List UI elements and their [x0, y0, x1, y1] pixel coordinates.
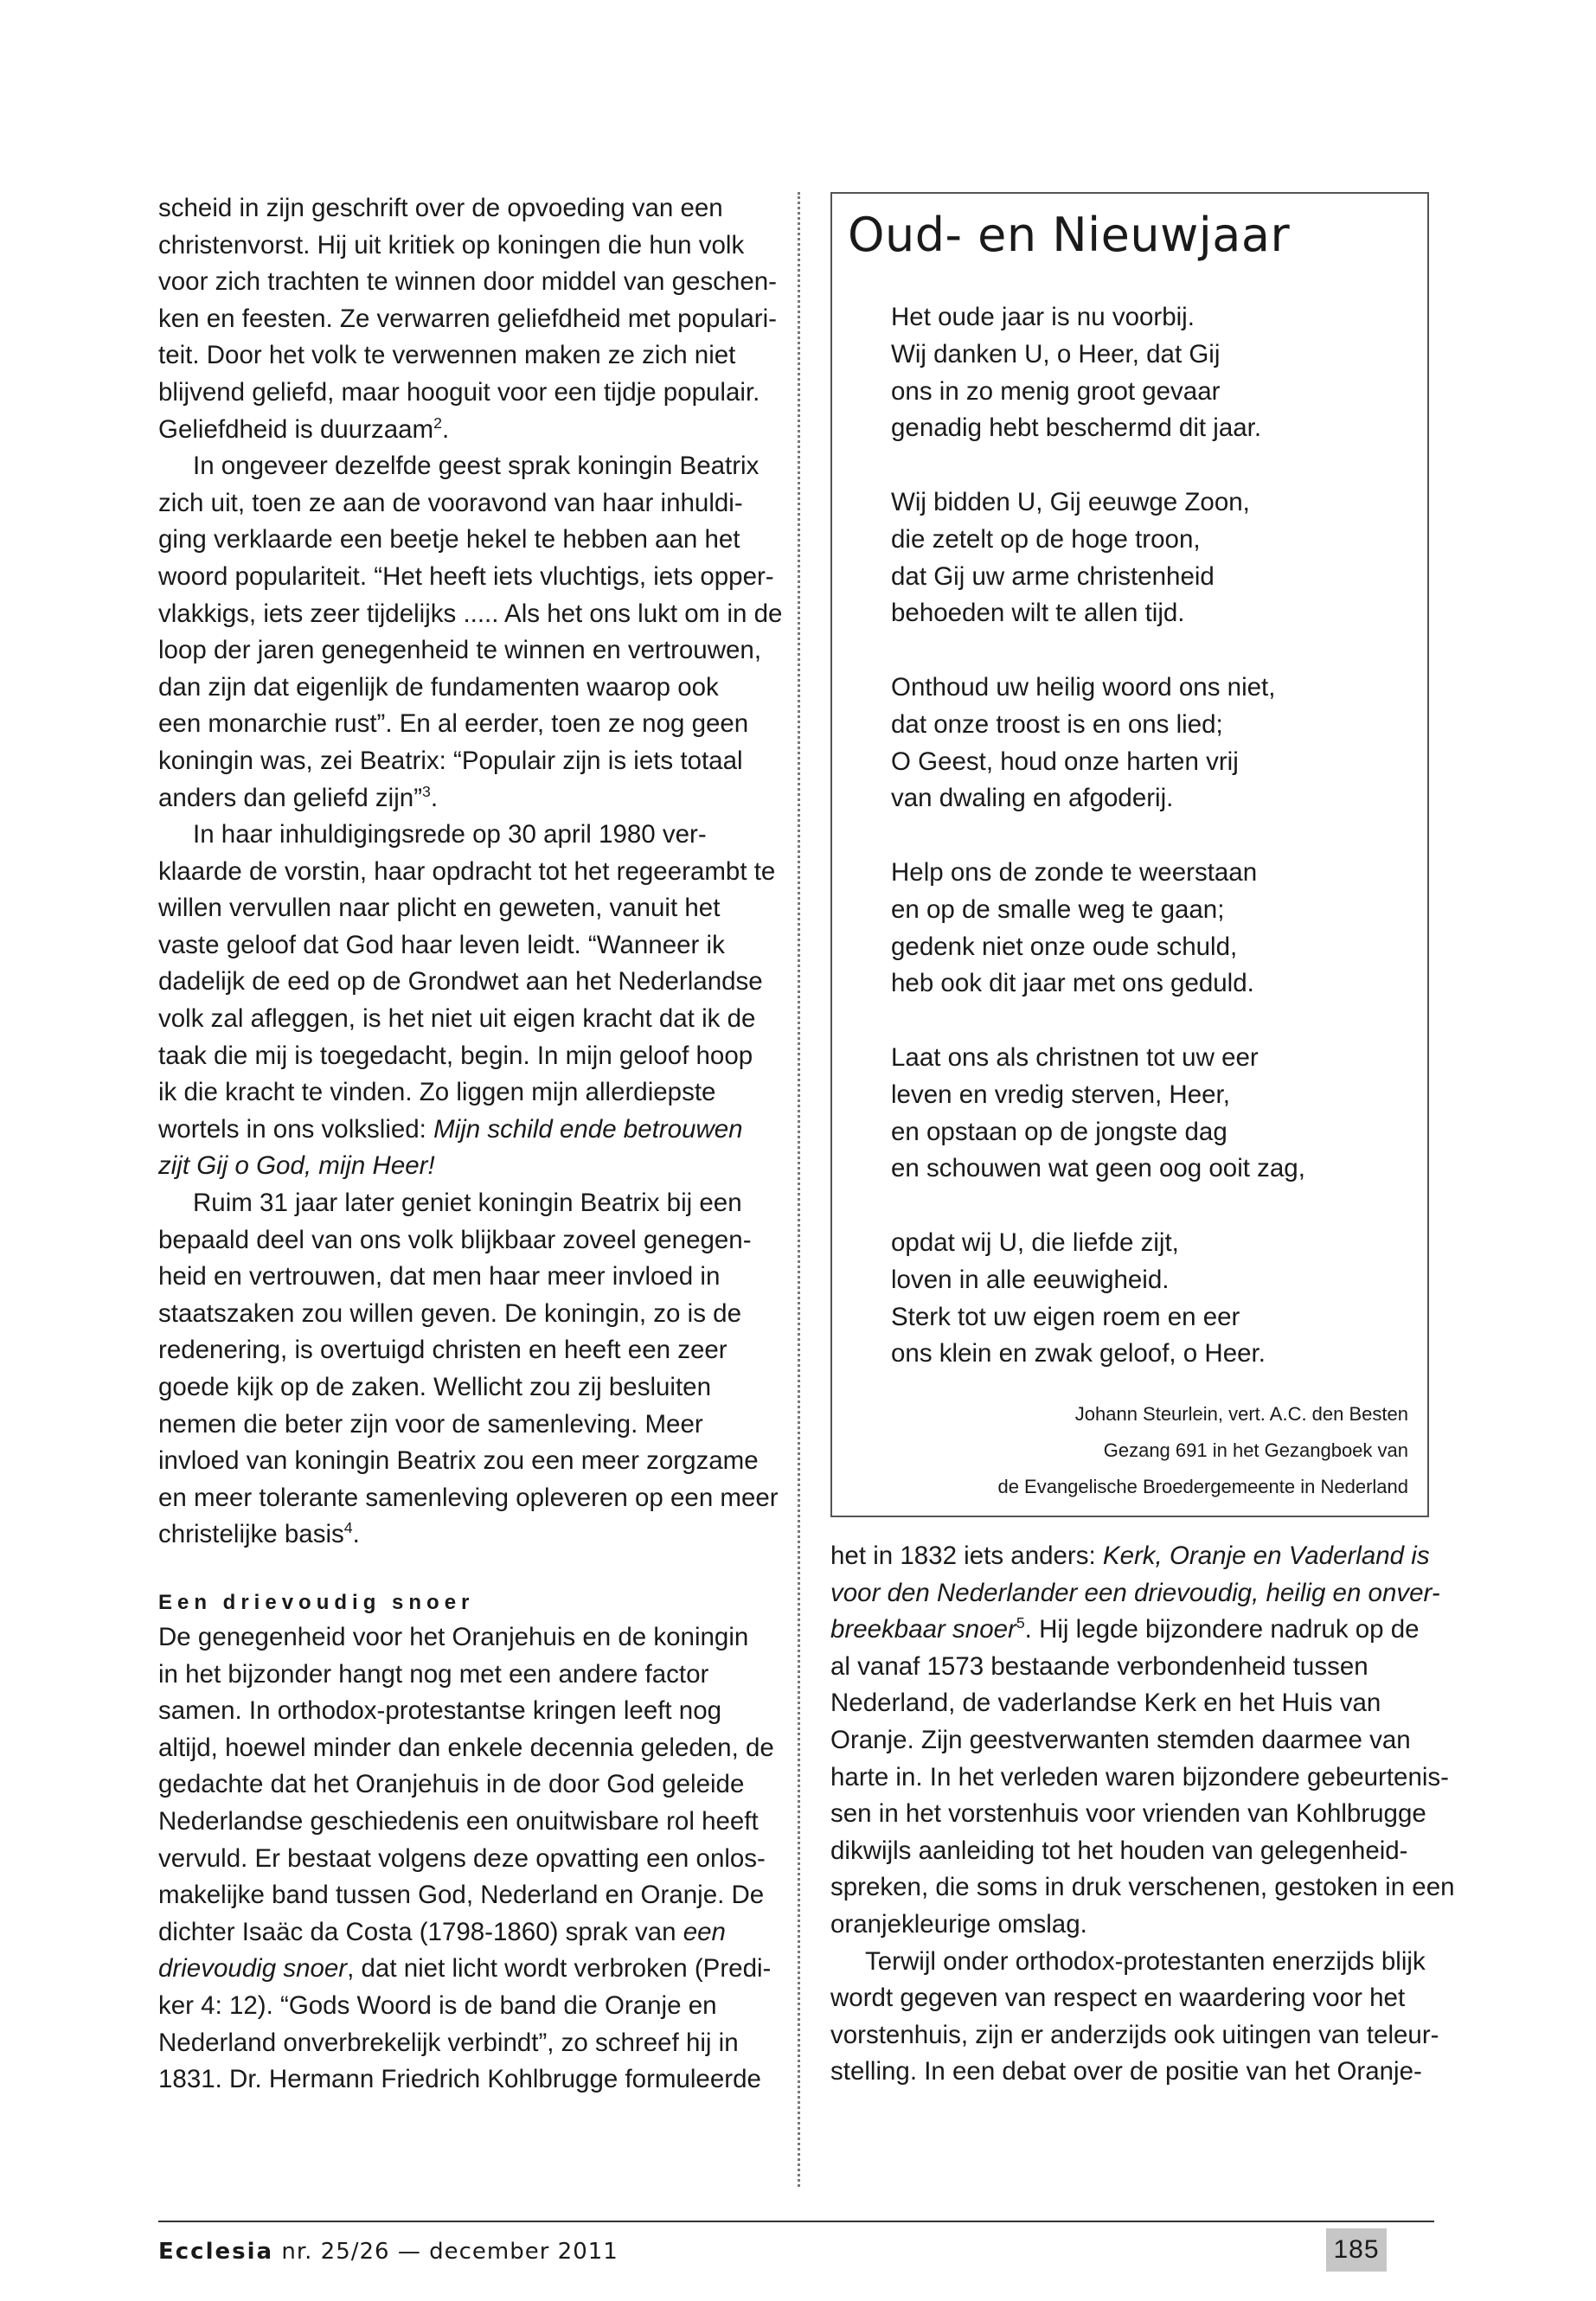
text-line: vorstenhuis, zijn er anderzijds ook uitingen van teleur-: [830, 2020, 1439, 2049]
text-line: harte in. In het verleden waren bijzondere gebeurtenis-: [830, 1762, 1450, 1791]
poem-stanza: [891, 670, 1410, 817]
poem-line: en op de smalle weg te gaan;: [891, 894, 1225, 924]
footnote-ref: 2: [433, 413, 442, 432]
left-column: [158, 190, 781, 2099]
poem-line: heb ook dit jaar met ons geduld.: [891, 969, 1254, 998]
section-subheading: Een drievoudig snoer: [158, 1590, 475, 1614]
text-line: oranjekleurige omslag.: [830, 1909, 1087, 1939]
text-line: Nederland, de vaderlandse Kerk en het Huis van: [830, 1689, 1381, 1718]
paragraph: [830, 1538, 1455, 1944]
poem-line: ons klein en zwak geloof, o Heer.: [891, 1339, 1266, 1368]
text-fragment: .: [441, 414, 450, 444]
poem-line: O Geest, houd onze harten vrij: [891, 747, 1239, 776]
poem-attribution: [997, 1396, 1408, 1505]
poem-stanza: [891, 855, 1410, 1003]
text-line: [158, 1112, 781, 1149]
text-line: [830, 1538, 1436, 1575]
text-fragment: Geliefdheid is duurzaam: [158, 414, 434, 444]
text-line: taak die mij is toegedacht, begin. In mijn geloof hoop: [158, 1041, 753, 1070]
poem-line: van dwaling en afgoderij.: [891, 784, 1174, 813]
poem-line: Wij danken U, o Heer, dat Gij: [891, 339, 1221, 369]
italic-phrase: voor den Nederlander een drievoudig, heilig en onver-: [830, 1578, 1440, 1607]
text-line: heid en vertrouwen, dat men haar meer invloed in: [158, 1262, 721, 1292]
poem-title: Oud- en Nieuwjaar: [848, 208, 1291, 262]
footnote-ref: 5: [1016, 1614, 1025, 1632]
text-line: goede kijk op de zaken. Wellicht zou zij besluiten: [158, 1373, 711, 1401]
attribution-line: Gezang 691 in het Gezangboek van: [1103, 1439, 1408, 1461]
text-line: [830, 1612, 1436, 1649]
text-line: In haar inhuldigingsrede op 30 april 1980 ver-: [193, 820, 707, 849]
text-line: bepaald deel van ons volk blijkbaar zoveel genegen-: [158, 1225, 752, 1254]
text-line: Nederland onverbrekelijk verbindt”, zo schreef hij in: [158, 2028, 739, 2057]
text-line: dikwijls aanleiding tot het houden van gelegenheid-: [830, 1836, 1408, 1865]
footnote-ref: 4: [343, 1519, 353, 1537]
poem-line: Onthoud uw heilig woord ons niet,: [891, 672, 1276, 702]
text-line: zich uit, toen ze aan de vooravond van haar inhuldi-: [158, 488, 743, 517]
journal-info: [158, 2236, 619, 2267]
text-line: blijvend geliefd, maar hooguit voor een tijdje populair.: [158, 377, 760, 407]
poem-line: genadig hebt beschermd dit jaar.: [891, 413, 1262, 443]
poem-line: leven en vredig sterven, Heer,: [891, 1080, 1230, 1109]
poem-stanza: [891, 299, 1410, 447]
poem-line: loven in alle eeuwigheid.: [891, 1265, 1170, 1294]
italic-phrase: een: [683, 1917, 726, 1946]
text-line: altijd, hoewel minder dan enkele decennia geleden, de: [158, 1733, 774, 1762]
text-line: 1831. Dr. Hermann Friedrich Kohlbrugge formuleerde: [158, 2065, 761, 2094]
text-line: teit. Door het volk te verwennen maken ze zich niet: [158, 341, 736, 370]
text-line: wordt gegeven van respect en waardering voor het: [830, 1984, 1406, 2013]
text-line: volk zal afleggen, is het niet uit eigen kracht dat ik de: [158, 1004, 756, 1034]
text-line: koningin was, zei Beatrix: “Populair zijn is iets totaal: [158, 746, 743, 775]
paragraph: [158, 817, 781, 1185]
text-line: Nederlandse geschiedenis een onuitwisbare rol heeft: [158, 1806, 759, 1836]
italic-phrase: drievoudig snoer: [158, 1954, 348, 1984]
text-line: vlakkigs, iets zeer tijdelijks ..... Als het ons lukt om in de: [158, 599, 783, 628]
text-line: al vanaf 1573 bestaande verbondenheid tussen: [830, 1651, 1368, 1681]
text-line: [158, 412, 781, 449]
text-line: ken en feesten. Ze verwarren geliefdheid met populari-: [158, 304, 777, 333]
poem-line: gedenk niet onze oude schuld,: [891, 932, 1238, 961]
poem-line: ons in zo menig groot gevaar: [891, 376, 1221, 406]
page-number: 185: [1326, 2228, 1387, 2272]
text-fragment: dichter Isaäc da Costa (1798-1860) sprak van: [158, 1917, 683, 1946]
text-line: spreken, die soms in druk verschenen, gestoken in een: [830, 1873, 1455, 1902]
poem-line: Sterk tot uw eigen roem en eer: [891, 1302, 1240, 1331]
text-line: [158, 1516, 781, 1554]
text-line: samen. In orthodox-protestantse kringen leeft nog: [158, 1696, 722, 1726]
poem-stanza: [891, 484, 1410, 632]
text-line: In ongeveer dezelfde geest sprak koningin Beatrix: [193, 452, 760, 481]
journal-issue: nr. 25/26 — december 2011: [281, 2239, 619, 2265]
text-fragment: . Hij legde bijzondere nadruk op de: [1024, 1615, 1420, 1644]
text-line: [158, 1148, 781, 1185]
anthem-quote: Mijn schild ende betrouwen: [433, 1114, 743, 1144]
text-line: Oranje. Zijn geestverwanten stemden daarmee van: [830, 1725, 1411, 1754]
journal-name: Ecclesia: [158, 2239, 274, 2265]
text-line: gedachte dat het Oranjehuis in de door God geleide: [158, 1770, 745, 1799]
paragraph: [158, 1619, 781, 2099]
text-fragment: .: [352, 1520, 360, 1549]
text-line: [158, 1951, 781, 1988]
poem-line: die zetelt op de hoge troon,: [891, 524, 1201, 554]
poem-line: Het oude jaar is nu voorbij.: [891, 303, 1195, 331]
text-line: ik die kracht te vinden. Zo liggen mijn allerdiepste: [158, 1078, 716, 1107]
text-line: in het bijzonder hangt nog met een andere factor: [158, 1659, 709, 1689]
text-line: scheid in zijn geschrift over de opvoeding van een: [158, 194, 723, 222]
text-line: en meer tolerante samenleving opleveren op een meer: [158, 1483, 779, 1512]
text-line: dadelijk de eed op de Grondwet aan het Nederlandse: [158, 967, 763, 997]
text-line: stelling. In een debat over de positie van het Oranje-: [830, 2057, 1422, 2086]
poem-body: [891, 299, 1410, 1410]
text-line: Terwijl onder orthodox-protestanten enerzijds blijk: [865, 1946, 1426, 1976]
poem-line: Laat ons als christnen tot uw eer: [891, 1042, 1259, 1072]
text-line: voor zich trachten te winnen door middel van geschen-: [158, 267, 777, 297]
right-column: [830, 1538, 1455, 2091]
text-line: invloed van koningin Beatrix zou een meer zorgzame: [158, 1446, 759, 1476]
text-line: ker 4: 12). “Gods Woord is de band die Oranje en: [158, 1990, 717, 2020]
text-fragment: , dat niet licht wordt verbroken (Predi-: [347, 1954, 772, 1984]
text-fragment: het in 1832 iets anders:: [830, 1541, 1103, 1570]
text-line: willen vervullen naar plicht en geweten, vanuit het: [158, 894, 721, 923]
text-line: nemen die beter zijn voor de samenleving. Meer: [158, 1409, 703, 1439]
poem-line: behoeden wilt te allen tijd.: [891, 599, 1185, 628]
attribution-line: de Evangelische Broedergemeente in Nederland: [997, 1476, 1408, 1497]
text-line: sen in het vorstenhuis voor vrienden van Kohlbrugge: [830, 1799, 1426, 1829]
text-line: [158, 780, 781, 817]
attribution-line: Johann Steurlein, vert. A.C. den Besten: [1074, 1403, 1408, 1425]
poem-line: dat Gij uw arme christenheid: [891, 561, 1215, 591]
text-line: woord populariteit. “Het heeft iets vluchtigs, iets opper-: [158, 561, 774, 591]
text-line: Ruim 31 jaar later geniet koningin Beatrix bij een: [193, 1189, 742, 1218]
text-line: loop der jaren genegenheid te winnen en vertrouwen,: [158, 636, 762, 665]
text-line: klaarde de vorstin, haar opdracht tot het regeerambt te: [158, 856, 776, 886]
text-line: makelijke band tussen God, Nederland en Oranje. De: [158, 1881, 765, 1910]
text-line: De genegenheid voor het Oranjehuis en de koningin: [158, 1622, 749, 1651]
text-line: redenering, is overtuigd christen en heeft een zeer: [158, 1336, 727, 1365]
text-fragment: christelijke basis: [158, 1520, 344, 1549]
italic-phrase: Kerk, Oranje en Vaderland is: [1102, 1541, 1430, 1570]
poem-line: dat onze troost is en ons lied;: [891, 709, 1223, 739]
poem-line: opdat wij U, die liefde zijt,: [891, 1227, 1179, 1257]
paragraph: [830, 1944, 1439, 2091]
poem-stanza: [891, 1040, 1410, 1188]
poem-line: Wij bidden U, Gij eeuwge Zoon,: [891, 487, 1250, 516]
text-fragment: anders dan geliefd zijn”: [158, 783, 423, 812]
column-divider: [798, 192, 800, 2187]
footer-rule: [158, 2221, 1434, 2222]
footnote-ref: 3: [422, 782, 431, 800]
text-line: een monarchie rust”. En al eerder, toen ze nog geen: [158, 709, 749, 739]
text-line: staatszaken zou willen geven. De koningin, zo is de: [158, 1298, 741, 1328]
text-line: dan zijn dat eigenlijk de fundamenten waarop ook: [158, 672, 719, 702]
text-line: [158, 1914, 781, 1952]
poem-stanza: [891, 1225, 1410, 1373]
text-line: [830, 1575, 1440, 1612]
italic-phrase: breekbaar snoer: [830, 1615, 1016, 1644]
poem-line: en schouwen wat geen oog ooit zag,: [891, 1154, 1305, 1183]
text-line: vaste geloof dat God haar leven leidt. “Wanneer ik: [158, 930, 725, 959]
text-fragment: .: [430, 783, 439, 812]
poem-line: en opstaan op de jongste dag: [891, 1117, 1227, 1146]
text-line: vervuld. Er bestaat volgens deze opvatting een onlos-: [158, 1843, 766, 1873]
paragraph: [158, 448, 781, 817]
poem-box: [830, 192, 1429, 1517]
poem-line: Help ons de zonde te weerstaan: [891, 857, 1258, 887]
anthem-quote: zijt Gij o God, mijn Heer!: [158, 1151, 435, 1181]
text-fragment: wortels in ons volkslied:: [158, 1114, 434, 1144]
paragraph: [158, 1185, 781, 1554]
paragraph: [158, 190, 781, 448]
text-line: christenvorst. Hij uit kritiek op koningen die hun volk: [158, 230, 745, 260]
text-line: ging verklaarde een beetje hekel te hebben aan het: [158, 525, 740, 554]
